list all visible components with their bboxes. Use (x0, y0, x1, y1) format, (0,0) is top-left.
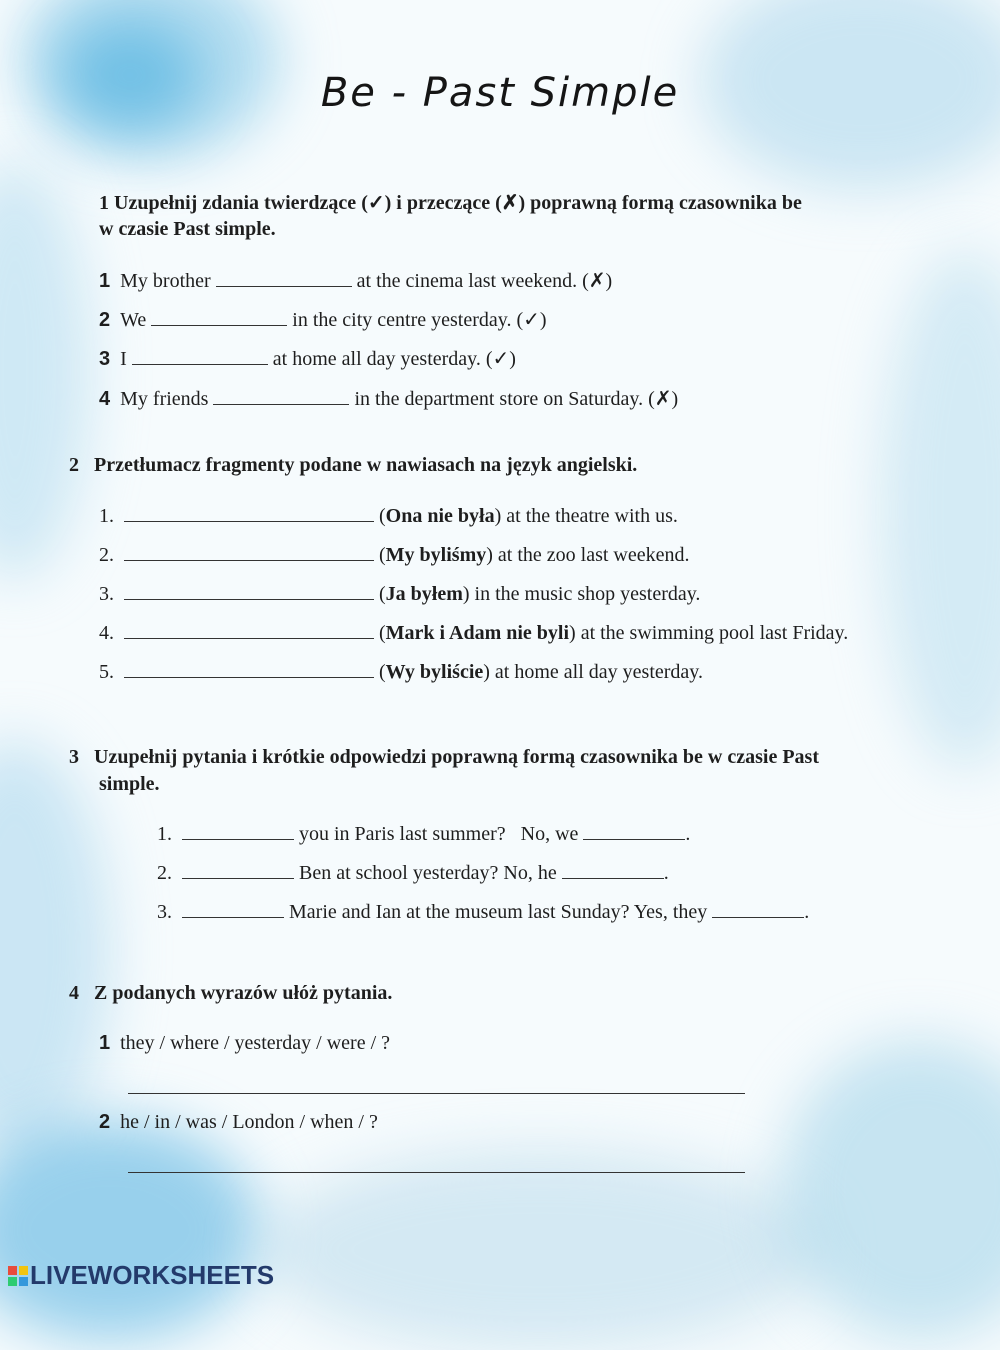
item-number: 3 (99, 348, 111, 370)
exercise-2-item: 4. (Mark i Adam nie byli) at the swimming pool last Friday. (99, 622, 849, 644)
exercise-1-item: 2 We in the city centre yesterday. (✓) (99, 309, 547, 331)
exercise-4-item: 1 they / where / yesterday / were / ? (99, 1032, 391, 1054)
exercise-2-item: 2. (My byliśmy) at the zoo last weekend. (99, 544, 690, 566)
answer-blank[interactable] (213, 404, 349, 405)
answer-line[interactable] (128, 1172, 745, 1173)
exercise-1-instruction-line-1: 1 Uzupełnij zdania twierdzące (✓) i przeczące (✗) poprawną formą czasownika be (99, 192, 802, 214)
logo-squares-icon (8, 1266, 28, 1286)
exercise-2-item: 5. (Wy byliście) at home all day yesterday. (99, 661, 703, 683)
exercise-2-item: 1. (Ona nie była) at the theatre with us. (99, 505, 678, 527)
exercise-3-item: 2. Ben at school yesterday? No, he . (157, 862, 669, 884)
exercise-3-item: 1. you in Paris last summer? No, we . (157, 823, 691, 845)
answer-line[interactable] (128, 1093, 745, 1094)
exercise-1-item: 3 I at home all day yesterday. (✓) (99, 348, 516, 370)
exercise-3-instruction-line-1: 3 Uzupełnij pytania i krótkie odpowiedzi poprawną formą czasownika be w czasie Past (69, 746, 819, 768)
answer-blank[interactable] (182, 917, 284, 918)
exercise-1-item: 1 My brother at the cinema last weekend. (✗) (99, 270, 613, 292)
item-number: 2 (99, 1111, 111, 1133)
exercise-3-item: 3. Marie and Ian at the museum last Sunday? Yes, they . (157, 901, 810, 923)
answer-blank[interactable] (124, 677, 374, 678)
item-number: 2 (99, 309, 111, 331)
answer-blank[interactable] (583, 839, 685, 840)
answer-blank[interactable] (182, 839, 294, 840)
exercise-2-item: 3. (Ja byłem) in the music shop yesterday. (99, 583, 701, 605)
item-number: 1 (99, 1032, 111, 1054)
answer-blank[interactable] (124, 560, 374, 561)
exercise-4-item: 2 he / in / was / London / when / ? (99, 1111, 378, 1133)
liveworksheets-logo[interactable]: LIVEWORKSHEETS (8, 1260, 274, 1291)
answer-blank[interactable] (182, 878, 294, 879)
exercise-1-instruction-line-2: w czasie Past simple. (99, 218, 276, 240)
answer-blank[interactable] (562, 878, 664, 879)
exercise-2-instruction: 2 Przetłumacz fragmenty podane w nawiasach na język angielski. (69, 454, 638, 476)
exercise-3-instruction-line-2: simple. (99, 773, 160, 795)
answer-blank[interactable] (124, 599, 374, 600)
exercise-1-item: 4 My friends in the department store on Saturday. (✗) (99, 388, 679, 410)
exercise-4-instruction: 4 Z podanych wyrazów ułóż pytania. (69, 982, 393, 1004)
answer-blank[interactable] (151, 325, 287, 326)
answer-blank[interactable] (124, 521, 374, 522)
answer-blank[interactable] (132, 364, 268, 365)
item-number: 1 (99, 270, 111, 292)
answer-blank[interactable] (216, 286, 352, 287)
answer-blank[interactable] (712, 917, 804, 918)
answer-blank[interactable] (124, 638, 374, 639)
item-number: 4 (99, 388, 111, 410)
page-title: Be - Past Simple (320, 70, 680, 116)
